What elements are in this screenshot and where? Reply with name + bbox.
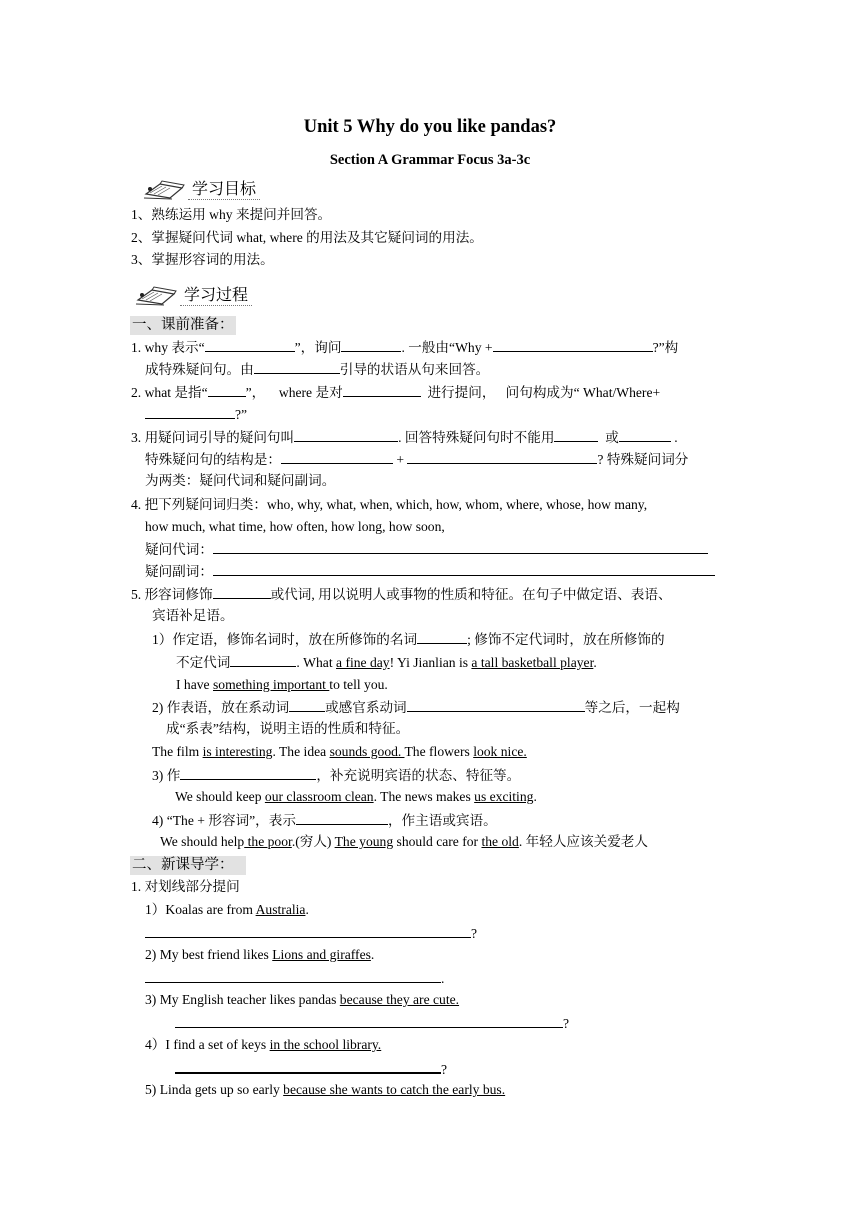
q4-line-c: 疑问代词：: [145, 540, 708, 559]
answer-line[interactable]: [175, 1014, 563, 1028]
blank: [619, 428, 671, 442]
blank: [343, 383, 421, 397]
answer-line[interactable]: [175, 1059, 441, 1074]
page-subtitle: Section A Grammar Focus 3a-3c: [329, 152, 531, 168]
q5-2-line-b: 成“系表”结构，说明主语的性质和特征。: [166, 721, 410, 736]
blank: [294, 428, 398, 442]
part1-header: 一、课前准备：: [130, 316, 236, 335]
q5-4-line-b: We should help the poor.(穷人) The young should care for the old. 年轻人应该关爱老人: [160, 834, 648, 849]
book-icon: [142, 178, 188, 200]
q5-2-line-c: The film is interesting. The idea sounds good. The flowers look nice.: [152, 744, 527, 759]
blank: [208, 383, 246, 397]
q2-line-b: ?”: [145, 405, 247, 424]
q5-line-a: 5. 形容词修饰 或代词, 用以说明人或事物的性质和特征。在句子中做定语、表语、: [131, 587, 672, 602]
exercise-1-answer: ?: [145, 924, 477, 943]
q5-4-line-a: 4) “The + 形容词”，表示 ，作主语或宾语。: [152, 813, 497, 828]
blank: [296, 811, 388, 825]
process-header-label: 学习过程: [180, 282, 252, 306]
exercise-2: 2) My best friend likes Lions and giraffes.: [145, 947, 375, 962]
exercise-3-answer: ?: [175, 1014, 569, 1033]
q5-1-line-c: I have something important to tell you.: [176, 677, 388, 692]
blank: [554, 428, 598, 442]
goal-2: 2、掌握疑问代词 what, where 的用法及其它疑问词的用法。: [131, 230, 483, 245]
process-header: [134, 282, 252, 306]
exercise-4-answer: ?: [175, 1059, 447, 1079]
goal-3: 3、掌握形容词的用法。: [131, 252, 274, 267]
blank: [341, 338, 401, 352]
q5-1-line-b: 不定代词 . What a fine day! Yi Jianlian is a tall basketball player.: [176, 655, 597, 670]
answer-line[interactable]: [145, 969, 441, 983]
q5-2-line-a: 2) 作表语，放在系动词 或感官系动词 等之后，一起构: [152, 700, 680, 715]
blank: [407, 450, 597, 464]
blank: [281, 450, 393, 464]
goals-header: [142, 176, 260, 200]
blank: [213, 585, 271, 599]
answer-line[interactable]: [145, 924, 471, 938]
q3-line-b: 特殊疑问句的结构是： + ? 特殊疑问词分: [145, 452, 689, 467]
exercise-2-answer: .: [145, 969, 444, 988]
blank: [213, 562, 715, 576]
blank: [205, 338, 295, 352]
goal-1: 1、熟练运用 why 来提问并回答。: [131, 207, 332, 222]
exercise-5: 5) Linda gets up so early because she wants to catch the early bus.: [145, 1082, 506, 1097]
blank: [493, 338, 653, 352]
exercise-3: 3) My English teacher likes pandas because they are cute.: [145, 992, 460, 1007]
q4-line-b: how much, what time, how often, how long, how soon,: [145, 519, 445, 534]
q1-line-b: 成特殊疑问句。由 引导的状语从句来回答。: [145, 362, 490, 377]
q3-line-a: 3. 用疑问词引导的疑问句叫 . 回答特殊疑问句时不能用 或 .: [131, 430, 678, 445]
q5-line-b: 宾语补足语。: [152, 608, 234, 623]
blank: [407, 698, 585, 712]
q5-3-line-a: 3) 作 ，补充说明宾语的状态、特征等。: [152, 768, 521, 783]
blank: [289, 698, 325, 712]
book-icon: [134, 284, 180, 306]
goals-header-label: 学习目标: [188, 176, 260, 200]
part2-header: 二、新课导学：: [130, 856, 246, 875]
q4-line-d: 疑问副词：: [145, 562, 715, 581]
page-title: Unit 5 Why do you like pandas?: [303, 117, 557, 137]
blank: [180, 766, 316, 780]
section-1-title: 1. 对划线部分提问: [131, 879, 240, 894]
blank: [254, 360, 340, 374]
q5-1-line-a: 1）作定语，修饰名词时，放在所修饰的名词 ; 修饰不定代词时，放在所修饰的: [152, 632, 665, 647]
blank: [417, 630, 467, 644]
blank: [213, 540, 708, 554]
blank: [145, 405, 235, 419]
q3-line-c: 为两类：疑问代词和疑问副词。: [145, 473, 336, 488]
q1-line-a: 1. why 表示“ ”，询问 . 一般由“Why + ?”构: [131, 340, 679, 355]
q2-line-a: 2. what 是指“ ”， where 是对 进行提问， 问句构成为“ What/Where+: [131, 385, 661, 400]
q5-3-line-b: We should keep our classroom clean. The news makes us exciting.: [175, 789, 537, 804]
exercise-1: 1）Koalas are from Australia.: [145, 902, 309, 917]
blank: [230, 653, 296, 667]
q4-line-a: 4. 把下列疑问词归类：who, why, what, when, which, how, whom, where, whose, how many,: [131, 497, 648, 512]
exercise-4: 4）I find a set of keys in the school library.: [145, 1037, 382, 1052]
